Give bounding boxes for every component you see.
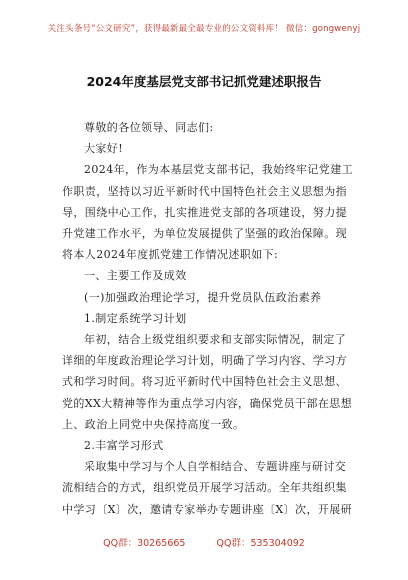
salutation: 尊敬的各位领导、同志们: bbox=[84, 121, 214, 134]
greeting: 大家好! bbox=[84, 142, 124, 156]
item-heading: 2.丰富学习形式 bbox=[84, 439, 164, 452]
paragraph-line: 式和学习时间。将习近平新时代中国特色社会主义思想、 bbox=[62, 375, 347, 389]
paragraph-line: 升党建工作水平，为单位发展提供了坚强的政治保障。现 bbox=[62, 227, 347, 240]
paragraph-line: 党的XX大精神等作为重点学习内容，确保党员干部在思想 bbox=[62, 396, 353, 410]
paragraph-line: 详细的年度政治理论学习计划，明确了学习内容、学习方 bbox=[62, 354, 347, 368]
header-banner: 关注头条号“公文研究”，获得最新最全最专业的公文资料库！ 微信：gongwenyj bbox=[47, 24, 361, 34]
paragraph-line: 作职责，坚持以习近平新时代中国特色社会主义思想为指 bbox=[62, 184, 347, 198]
section-heading: 一、主要工作及成效 bbox=[84, 269, 187, 283]
paragraph-line: 年初，结合上级党组织要求和支部实际情况，制定了 bbox=[84, 333, 347, 346]
paragraph-line: 中学习〔X〕次，邀请专家举办专题讲座〔X〕次，开展研 bbox=[62, 502, 353, 516]
subsection-heading: (一)加强政治理论学习，提升党员队伍政治素养 bbox=[84, 290, 322, 304]
paragraph-line: 上、政治上同党中央保持高度一致。 bbox=[62, 417, 245, 431]
paragraph-line: 将本人2024年度抓党建工作情况述职如下: bbox=[62, 248, 279, 262]
paragraph-line: 采取集中学习与个人自学相结合、专题讲座与研讨交 bbox=[84, 460, 347, 474]
footer bbox=[0, 535, 408, 549]
footer-qq-group-2: QQ群：535304092 bbox=[216, 538, 305, 549]
item-heading: 1.制定系统学习计划 bbox=[84, 311, 187, 325]
paragraph-line: 2024年，作为本基层党支部书记，我始终牢记党建工 bbox=[84, 163, 353, 177]
paragraph-line: 导，围绕中心工作，扎实推进党支部的各项建设，努力提 bbox=[62, 205, 347, 219]
document-title: 2024年度基层党支部书记抓党建述职报告 bbox=[86, 74, 322, 89]
footer-qq-group-1: QQ群：30265665 bbox=[103, 538, 186, 549]
paragraph-line: 流相结合的方式，组织党员开展学习活动。全年共组织集 bbox=[62, 481, 347, 495]
